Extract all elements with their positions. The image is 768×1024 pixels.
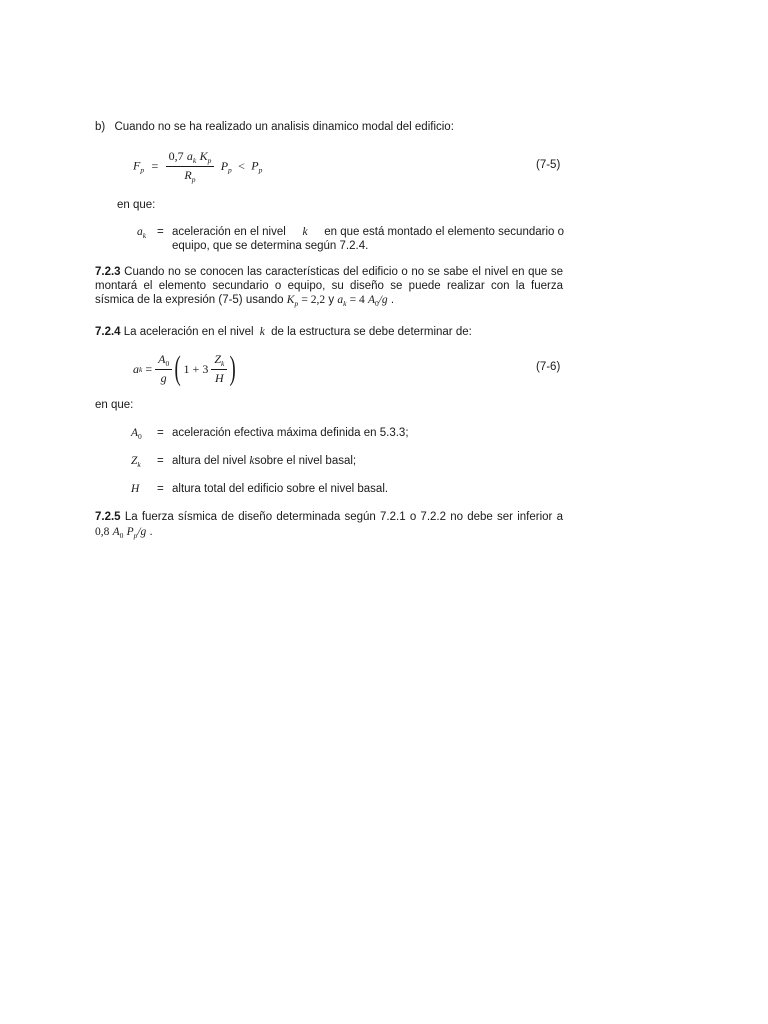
p723-ak-sub: k [343,299,347,308]
def-A0-A: A [131,427,139,439]
p725-number: 7.2.5 [95,511,121,523]
en-que-label-2: en que: [95,399,134,411]
eq75-rhs-P: P [251,158,259,173]
eq75-K-sub: p [207,156,212,165]
eq76-right-paren: ) [229,350,237,387]
p723-line2: montará el elemento secundario o equipo, su diseño se puede realizar con la fuerza [95,280,563,292]
paragraph-7-2-3 [95,265,563,311]
equation-7-5: $F_p$ = $\frac{0,7 a_k K_p}{R_p}$ $P_p < P_p$ [133,149,263,184]
p723-A: A [367,294,375,306]
en-que-label-1: en que: [117,199,156,211]
def-ak-symbol [137,226,146,240]
p723-ak: a [337,294,344,306]
eq76-equals: = [145,361,153,376]
def-ak-line1-post: en que está montado el elemento secundario o [324,226,564,238]
p723-end: . [390,294,395,306]
p725-line1-text: La fuerza sísmica de diseño determinada según 7.2.1 o 7.2.2 no debe ser inferior a [124,511,563,523]
p723-Kp-val: = 2,2 [301,294,326,306]
p725-line2 [95,524,563,544]
p725-A: A [112,526,120,538]
p723-A-sub: 0 [374,299,379,308]
def-H-equals: = [157,483,164,495]
def-A0-equals: = [157,427,164,439]
p725-line1 [95,510,563,524]
p725-P: P [126,526,134,538]
section-b-marker: b) [95,121,106,133]
def-ak-line1 [172,226,564,238]
equation-number-7-5: (7-5) [536,159,561,171]
p723-line1 [95,265,563,279]
eq75-fraction [166,149,215,184]
eq75-P: P [220,158,229,173]
def-H-symbol [131,483,139,495]
p723-line3-pre: sísmica de la expresión (7-5) usando [95,294,284,306]
def-Zk-post: sobre el nivel basal; [254,455,357,467]
p725-slash-g: /g [137,526,147,538]
paragraph-7-2-4 [95,326,472,338]
def-Zk-Z: Z [131,455,138,467]
def-Zk-pre: altura del nivel [172,455,247,467]
p723-Kp: K [286,294,295,306]
paragraph-7-2-5 [95,510,563,544]
p724-pre: La aceleración en el nivel [123,326,254,338]
eq75-coef: 0,7 [168,149,184,163]
eq76-A: A [158,352,166,366]
eq75-lt: < [238,158,245,173]
p723-Kp-sub: p [294,299,299,308]
eq75-a: a [186,149,193,163]
def-A0-symbol [131,427,142,441]
eq76-a: a [133,361,139,376]
eq75-lhs-sub: p [140,165,145,175]
p725-A-sub: 0 [119,531,124,540]
p725-coef: 0,8 [95,526,110,538]
def-Zk-k: k [249,455,255,467]
p723-number: 7.2.3 [95,266,121,278]
eq76-A-sub: 0 [165,359,170,368]
eq76-A-over-g [155,352,172,386]
eq75-lhs: F [133,158,141,173]
p723-line3 [95,293,563,311]
p725-end: . [149,526,153,538]
def-ak-equals: = [157,226,164,238]
eq75-K: K [199,149,208,163]
equation-number-7-6: (7-6) [536,361,561,373]
p723-line1-text: Cuando no se conocen las características del edificio o no se sabe el nivel en que se [124,266,563,278]
p724-k: k [259,326,265,338]
def-ak-a: a [137,226,143,238]
eq76-H: H [215,371,224,385]
p725-P-sub: p [133,531,138,540]
def-Zk-symbol [131,455,141,469]
eq75-rhs-P-sub: p [258,165,263,175]
def-ak-line1-pre: aceleración en el nivel [172,226,286,238]
eq75-R: R [184,168,192,182]
eq75-R-sub: p [191,175,196,184]
def-H-text: altura total del edificio sobre el nivel basal. [172,483,389,495]
p723-y: y [328,294,335,306]
def-Zk-sub: k [137,460,141,469]
eq76-Z-sub: k [221,359,225,368]
def-A0-sub: 0 [138,432,142,441]
equation-7-6 [133,352,239,386]
eq76-Z: Z [214,352,222,366]
def-Zk-text [172,455,356,467]
def-ak-sub: k [142,231,147,240]
p724-post: de la estructura se debe determinar de: [271,326,472,338]
p723-ak-val: = 4 [349,294,365,306]
def-ak-k: k [302,226,308,238]
eq76-g: g [160,371,167,385]
def-ak-line2: equipo, que se determina según 7.2.4. [172,240,369,252]
eq76-a-sub: k [139,364,143,374]
eq76-Z-over-H [211,352,227,386]
def-H-H: H [131,483,140,495]
def-A0-text: aceleración efectiva máxima definida en 5.3.3; [172,427,409,439]
section-b-text: Cuando no se ha realizado un analisis dinamico modal del edificio: [114,121,454,133]
p724-number: 7.2.4 [95,326,121,338]
eq75-a-sub: k [192,156,197,165]
section-b-heading [95,121,454,133]
def-Zk-equals: = [157,455,164,467]
eq76-inner-pre: 1 + 3 [183,361,209,376]
p723-slash-g: /g [378,294,388,306]
eq76-left-paren: ( [174,350,181,387]
eq75-P-sub: p [228,165,232,175]
